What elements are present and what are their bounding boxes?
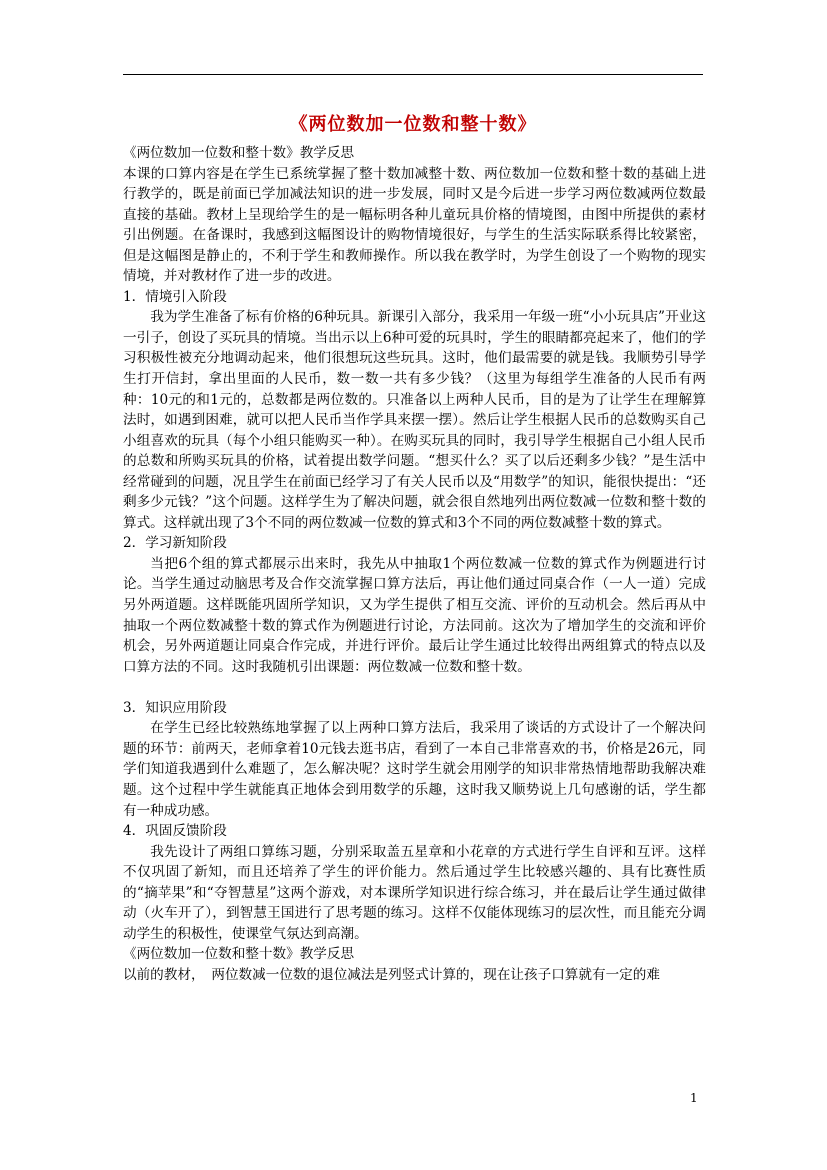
section-2-body: 当把6个组的算式都展示出来时，我先从中抽取1个两位数减一位数的算式作为例题进行讨论。当学生通过动脑思考及合作交流掌握口算方法后，再让他们通过同桌合作（一人一道）完成另外两道题。这样既能巩固所学知识，又为学生提供了相互交流、评价的互动机会。然后再从中抽取一个两位数减整十数的算式作为例题进行讨论，方法同前。这次为了增加学生的交流和评价机会，另外两道题让同桌合作完成，并进行评价。最后让学生通过比较得出两组算式的特点以及口算方法的不同。这时我随机引出课题：两位数减一位数和整十数。 xyxy=(123,555,706,675)
section-4-heading: 4．巩固反馈阶段 xyxy=(123,823,227,840)
header-rule xyxy=(123,74,703,75)
reflection-heading: 《两位数加一位数和整十数》教学反思 xyxy=(123,145,355,161)
document-body xyxy=(123,143,706,985)
section-2-heading: 2．学习新知阶段 xyxy=(123,535,227,552)
section-3-body: 在学生已经比较熟练地掌握了以上两种口算方法后，我采用了谈话的方式设计了一个解决问题的环节：前两天，老师拿着10元钱去逛书店，看到了一本自己非常喜欢的书，价格是26元，同学们知道我遇到什么难题了，怎么解决呢？这时学生就会用刚学的知识非常热情地帮助我解决难题。这个过程中学生就能真正地体会到用数学的乐趣，这时我又顺势说上几句感谢的话，学生都有一种成功感。 xyxy=(123,720,706,819)
section-4-body: 我先设计了两组口算练习题，分别采取盖五星章和小花章的方式进行学生自评和互评。这样不仅巩固了新知，而且还培养了学生的评价能力。然后通过学生比较感兴趣的、具有比赛性质的“摘苹果”和“夺智慧星”这两个游戏，对本课所学知识进行综合练习，并在最后让学生通过做律动（火车开了），到智慧王国进行了思考题的练习。这样不仅能体现练习的层次性，而且能充分调动学生的积极性，使课堂气氛达到高潮。 xyxy=(123,843,706,942)
section-1-body: 我为学生准备了标有价格的6种玩具。新课引入部分，我采用一年级一班“小小玩具店”开业这一引子，创设了买玩具的情境。当出示以上6种可爱的玩具时，学生的眼睛都亮起来了，他们的学习积极性被充分地调动起来，他们很想玩这些玩具。这时，他们最需要的就是钱。我顺势引导学生打开信封，拿出里面的人民币，数一数一共有多少钱？（这里为每组学生准备的人民币有两种：10元的和1元的，总数都是两位数的。只准备以上两种人民币，目的是为了让学生在理解算法时，如遇到困难，就可以把人民币当作学具来摆一摆）。然后让学生根据人民币的总数购买自己小组喜欢的玩具（每个小组只能购买一种）。在购买玩具的同时，我引导学生根据自己小组人民币的总数和所购买玩具的价格，试着提出数学问题。“想买什么？买了以后还剩多少钱？”是生活中经常碰到的问题，况且学生在前面已经学习了有关人民币以及“用数学”的知识，能很快提出：“还剩多少元钱？”这个问题。这样学生为了解决问题，就会很自然地列出两位数减一位数和整十数的算式。这样就出现了3个不同的两位数减一位数的算式和3个不同的两位数减整十数的算式。 xyxy=(123,309,706,531)
document-title: 《两位数加一位数和整十数》 xyxy=(289,114,537,135)
section-1-heading: 1．情境引入阶段 xyxy=(123,288,227,305)
reflection-heading-2: 《两位数加一位数和整十数》教学反思 xyxy=(123,946,355,963)
spacer xyxy=(123,677,706,698)
section-3-heading: 3．知识应用阶段 xyxy=(123,699,227,716)
intro-paragraph: 本课的口算内容是在学生已系统掌握了整十数加减整十数、两位数加一位数和整十数的基础上进行教学的，既是前面已学加减法知识的进一步发展，同时又是今后进一步学习两位数减两位数最直接的基础。教材上呈现给学生的是一幅标明各种儿童玩具价格的情境图，由图中所提供的素材引出例题。在备课时，我感到这幅图设计的购物情境很好，与学生的生活实际联系得比较紧密，但是这幅图是静止的，不利于学生和教师操作。所以我在教学时，为学生创设了一个购物的现实情境，并对教材作了进一步的改进。 xyxy=(123,165,706,285)
page-number: 1 xyxy=(690,1091,698,1105)
last-line: 以前的教材， 两位数减一位数的退位减法是列竖式计算的，现在让孩子口算就有一定的难 xyxy=(123,966,660,983)
